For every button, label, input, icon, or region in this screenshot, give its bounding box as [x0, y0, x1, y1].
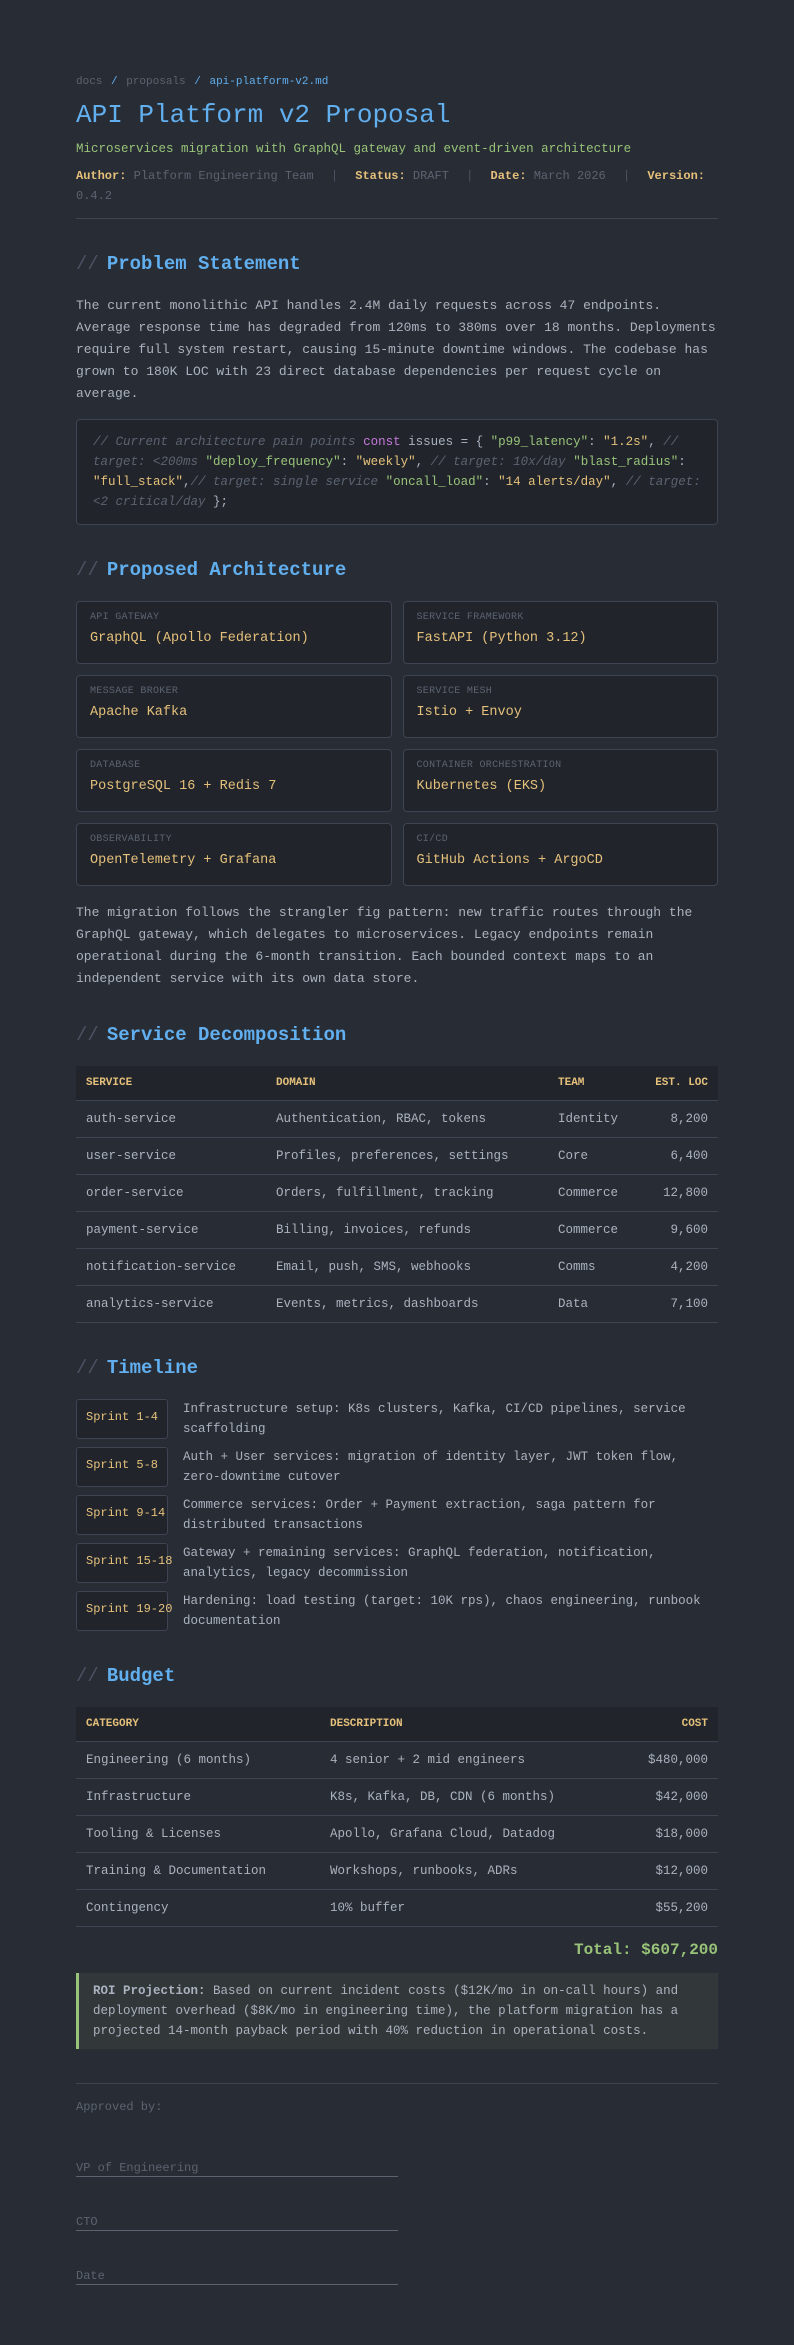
timeline-description: Auth + User services: migration of identity layer, JWT token flow, zero-downtime cutover [183, 1450, 679, 1484]
card-value: FastAPI (Python 3.12) [416, 631, 587, 646]
timeline-item [76, 1447, 718, 1487]
code-string: "full_stack" [93, 475, 184, 489]
timeline-item [76, 1543, 718, 1583]
arch-card-container-orchestration [403, 749, 719, 812]
timeline-item [76, 1495, 718, 1535]
cell-service: auth-service [76, 1101, 266, 1138]
arch-card-api-gateway [76, 601, 392, 664]
card-label: OBSERVABILITY [90, 834, 172, 845]
card-label: API GATEWAY [90, 612, 160, 623]
timeline-description: Hardening: load testing (target: 10K rps), chaos engineering, runbook documentation [183, 1594, 701, 1628]
approved-by-label: Approved by: [76, 2100, 163, 2114]
card-value: GraphQL (Apollo Federation) [90, 631, 309, 646]
cell-category: Engineering (6 months) [76, 1742, 320, 1779]
section-title: Timeline [106, 1357, 199, 1379]
comment-slashes-icon: // [76, 1024, 99, 1046]
roi-callout [76, 1973, 718, 2049]
roi-text: Based on current incident costs ($12K/mo in on-call hours) and deployment overhead ($8K/mo in engineering time), the platform migration has a projected 14-month payback period with 40% reduction in operational costs. [93, 1984, 679, 2038]
column-header-team: TEAM [548, 1066, 637, 1101]
cell-team: Data [548, 1286, 637, 1323]
timeline-description: Commerce services: Order + Payment extraction, saga pattern for distributed transactions [183, 1498, 656, 1532]
code-comment: // target: single service [190, 475, 379, 489]
cell-domain: Profiles, preferences, settings [266, 1138, 548, 1175]
cell-domain: Events, metrics, dashboards [266, 1286, 548, 1323]
table-row [76, 1816, 718, 1853]
cell-category: Training & Documentation [76, 1853, 320, 1890]
table-row [76, 1138, 718, 1175]
card-value: Apache Kafka [90, 705, 188, 720]
table-row [76, 1101, 718, 1138]
cell-category: Infrastructure [76, 1779, 320, 1816]
card-label: DATABASE [90, 760, 141, 771]
version-value: 0.4.2 [76, 189, 113, 203]
section-title: Problem Statement [106, 253, 301, 275]
card-label: MESSAGE BROKER [90, 686, 179, 697]
card-value: Kubernetes (EKS) [416, 779, 547, 794]
comment-slashes-icon: // [76, 1665, 99, 1687]
code-comment: // target: <2 critical/day [93, 475, 701, 509]
arch-card-message-broker [76, 675, 392, 738]
meta-divider: | [622, 169, 631, 183]
cell-team: Core [548, 1138, 637, 1175]
comment-slashes-icon: // [76, 253, 99, 275]
meta-divider: | [466, 169, 474, 183]
table-row [76, 1779, 718, 1816]
code-key: "oncall_load" [385, 475, 484, 489]
section-title: Budget [106, 1665, 176, 1687]
code-keyword: const [363, 435, 401, 449]
card-label: SERVICE MESH [416, 686, 493, 697]
page-subtitle: Microservices migration with GraphQL gateway and event-driven architecture [76, 142, 632, 156]
comment-slashes-icon: // [76, 559, 99, 581]
cell-cost: $480,000 [620, 1742, 718, 1779]
cell-loc: 4,200 [637, 1249, 718, 1286]
cell-description: Apollo, Grafana Cloud, Datadog [320, 1816, 620, 1853]
card-value: PostgreSQL 16 + Redis 7 [90, 779, 277, 794]
cell-team: Commerce [548, 1212, 637, 1249]
table-row [76, 1286, 718, 1323]
cell-domain: Email, push, SMS, webhooks [266, 1249, 548, 1286]
arch-card-observability [76, 823, 392, 886]
card-label: CONTAINER ORCHESTRATION [416, 760, 562, 771]
signature-line-vp-engineering: VP of Engineering [76, 2161, 398, 2177]
cell-loc: 6,400 [637, 1138, 718, 1175]
code-key: "blast_radius" [573, 455, 679, 469]
cell-domain: Orders, fulfillment, tracking [266, 1175, 548, 1212]
cell-domain: Authentication, RBAC, tokens [266, 1101, 548, 1138]
cell-service: notification-service [76, 1249, 266, 1286]
cell-loc: 9,600 [637, 1212, 718, 1249]
section-heading-timeline [76, 1357, 718, 1379]
cell-description: 4 senior + 2 mid engineers [320, 1742, 620, 1779]
cell-service: payment-service [76, 1212, 266, 1249]
architecture-grid [76, 601, 718, 886]
services-table [76, 1066, 718, 1323]
code-comment: // target: <200ms [93, 435, 679, 469]
card-value: OpenTelemetry + Grafana [90, 853, 277, 868]
cell-description: K8s, Kafka, DB, CDN (6 months) [320, 1779, 620, 1816]
code-string: "14 alerts/day" [498, 475, 611, 489]
table-row [76, 1853, 718, 1890]
sprint-badge: Sprint 9-14 [76, 1495, 168, 1535]
cell-team: Identity [548, 1101, 637, 1138]
column-header-cost: COST [620, 1707, 718, 1742]
meta-divider: | [330, 169, 339, 183]
code-identifier: issues [408, 435, 454, 449]
timeline-item [76, 1591, 718, 1631]
cell-team: Comms [548, 1249, 637, 1286]
card-value: Istio + Envoy [416, 705, 522, 720]
document-meta [76, 166, 718, 219]
breadcrumb-separator: / [194, 76, 201, 88]
section-title: Service Decomposition [106, 1024, 347, 1046]
cell-category: Tooling & Licenses [76, 1816, 320, 1853]
comment-slashes-icon: // [76, 1357, 99, 1379]
code-key: "deploy_frequency" [205, 455, 341, 469]
table-header-row [76, 1707, 718, 1742]
timeline-list [76, 1399, 718, 1631]
cell-description: Workshops, runbooks, ADRs [320, 1853, 620, 1890]
sprint-badge: Sprint 15-18 [76, 1543, 168, 1583]
version-label: Version: [647, 169, 705, 183]
cell-service: order-service [76, 1175, 266, 1212]
breadcrumb-current: api-platform-v2.md [209, 76, 329, 88]
cell-service: user-service [76, 1138, 266, 1175]
sprint-badge: Sprint 1-4 [76, 1399, 168, 1439]
sprint-badge: Sprint 19-20 [76, 1591, 168, 1631]
table-row [76, 1890, 718, 1927]
breadcrumb-proposals[interactable]: proposals [126, 76, 186, 88]
problem-paragraph: The current monolithic API handles 2.4M daily requests across 47 endpoints. Average response time has degraded from 120ms to 380ms over 18 months. Deployments require full system restart, causing 15-minute downtime windows. The codebase has grown to 180K LOC with 23 direct database dependencies per request cycle on average. [76, 298, 716, 401]
cell-category: Contingency [76, 1890, 320, 1927]
cell-domain: Billing, invoices, refunds [266, 1212, 548, 1249]
cell-cost: $18,000 [620, 1816, 718, 1853]
column-header-service: SERVICE [76, 1066, 266, 1101]
arch-card-service-mesh [403, 675, 719, 738]
code-close: }; [213, 495, 229, 509]
date-value: March 2026 [533, 169, 606, 183]
arch-card-service-framework [403, 601, 719, 664]
section-heading-problem [76, 253, 718, 275]
breadcrumb [76, 76, 718, 88]
column-header-category: CATEGORY [76, 1707, 320, 1742]
code-string: "1.2s" [603, 435, 649, 449]
signature-line-date: Date [76, 2269, 398, 2285]
section-heading-budget [76, 1665, 718, 1687]
author-value: Platform Engineering Team [133, 169, 314, 183]
table-row [76, 1212, 718, 1249]
card-label: CI/CD [416, 834, 449, 845]
timeline-item [76, 1399, 718, 1439]
arch-card-ci-cd [403, 823, 719, 886]
code-comment: // Current architecture pain points [93, 435, 356, 449]
cell-loc: 8,200 [637, 1101, 718, 1138]
column-header-description: DESCRIPTION [320, 1707, 620, 1742]
cell-loc: 12,800 [637, 1175, 718, 1212]
architecture-paragraph: The migration follows the strangler fig pattern: new traffic routes through the GraphQL gateway, which delegates to microservices. Legacy endpoints remain operational during the 6-month transition. Each bounded context maps to an independent service with its own data store. [76, 905, 693, 986]
timeline-description: Gateway + remaining services: GraphQL federation, notification, analytics, legacy decommission [183, 1546, 656, 1580]
cell-team: Commerce [548, 1175, 637, 1212]
cell-cost: $12,000 [620, 1853, 718, 1890]
section-heading-architecture [76, 559, 718, 581]
status-label: Status: [355, 169, 406, 183]
card-value: GitHub Actions + ArgoCD [416, 853, 603, 868]
code-comment: // target: 10x/day [430, 455, 566, 469]
breadcrumb-docs[interactable]: docs [76, 76, 103, 88]
cell-cost: $55,200 [620, 1890, 718, 1927]
roi-label: ROI Projection: [93, 1984, 206, 1998]
cell-service: analytics-service [76, 1286, 266, 1323]
cell-loc: 7,100 [637, 1286, 718, 1323]
column-header-domain: DOMAIN [266, 1066, 548, 1101]
page-title: API Platform v2 Proposal [76, 100, 451, 130]
card-label: SERVICE FRAMEWORK [416, 612, 524, 623]
author-label: Author: [76, 169, 127, 183]
breadcrumb-separator: / [111, 76, 118, 88]
code-block: // Current architecture pain points const issues = { "p99_latency": "1.2s", // target: <200ms "deploy_frequency": "weekly", // target: 10x/day "blast_radius": "full_stack",// target: single service "oncall_load": "14 alerts/day", // target: <2 critical/day }; [76, 419, 718, 525]
cell-description: 10% buffer [320, 1890, 620, 1927]
code-string: "weekly" [355, 455, 416, 469]
table-row [76, 1249, 718, 1286]
table-row [76, 1175, 718, 1212]
date-label: Date: [490, 169, 527, 183]
section-heading-services [76, 1024, 718, 1046]
budget-table [76, 1707, 718, 1927]
arch-card-database [76, 749, 392, 812]
table-header-row [76, 1066, 718, 1101]
sprint-badge: Sprint 5-8 [76, 1447, 168, 1487]
budget-total: Total: $607,200 [573, 1941, 718, 1959]
table-row [76, 1742, 718, 1779]
signature-line-cto: CTO [76, 2215, 398, 2231]
signoff-section [76, 2083, 718, 2285]
code-key: "p99_latency" [490, 435, 589, 449]
code-assign: = { [453, 435, 491, 449]
timeline-description: Infrastructure setup: K8s clusters, Kafka, CI/CD pipelines, service scaffolding [183, 1402, 686, 1436]
status-badge: DRAFT [412, 169, 449, 183]
cell-cost: $42,000 [620, 1779, 718, 1816]
section-title: Proposed Architecture [106, 559, 347, 581]
column-header-loc: EST. LOC [637, 1066, 718, 1101]
